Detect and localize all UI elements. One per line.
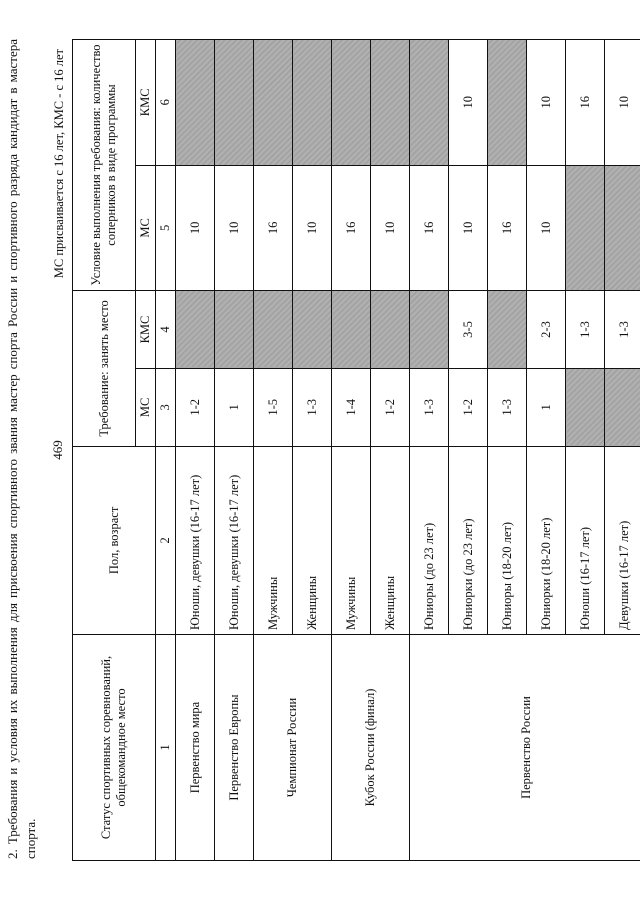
page-number: 469 bbox=[50, 440, 65, 460]
condition-ms: 16 bbox=[254, 165, 293, 291]
requirement-ms bbox=[566, 368, 605, 446]
requirement-kms: 3-5 bbox=[449, 291, 488, 369]
condition-ms: 10 bbox=[176, 165, 215, 291]
gender-age: Юниоры (18-20 лет) bbox=[488, 446, 527, 634]
header-req-kms: КМС bbox=[136, 291, 156, 369]
rotated-content bbox=[0, 37, 631, 867]
gender-age: Юноши, девушки (16-17 лет) bbox=[215, 446, 254, 634]
condition-kms bbox=[332, 40, 371, 166]
competition-status: Первенство России bbox=[410, 635, 640, 861]
gender-age: Женщины bbox=[371, 446, 410, 634]
requirement-kms bbox=[215, 291, 254, 369]
header-req-ms: МС bbox=[136, 368, 156, 446]
requirement-kms: 1-3 bbox=[566, 291, 605, 369]
gender-age: Мужчины bbox=[332, 446, 371, 634]
gender-age: Юниорки (18-20 лет) bbox=[527, 446, 566, 634]
requirement-kms bbox=[293, 291, 332, 369]
condition-kms bbox=[254, 40, 293, 166]
condition-kms bbox=[488, 40, 527, 166]
requirement-ms: 1 bbox=[215, 368, 254, 446]
requirement-ms: 1-3 bbox=[488, 368, 527, 446]
condition-kms: 10 bbox=[449, 40, 488, 166]
gender-age: Юниорки (до 23 лет) bbox=[449, 446, 488, 634]
gender-age: Юноши, девушки (16-17 лет) bbox=[176, 446, 215, 634]
section-caption: 2. Требования и условия их выполнения для присвоения спортивного звания мастер спорта России и спортивного разряда кандидат в мастера спорта. bbox=[5, 39, 38, 859]
condition-ms: 10 bbox=[215, 165, 254, 291]
condition-ms: 10 bbox=[527, 165, 566, 291]
requirement-kms bbox=[410, 291, 449, 369]
requirement-kms: 1-3 bbox=[605, 291, 640, 369]
age-rule-note: МС присваивается с 16 лет, КМС - с 16 лет bbox=[52, 49, 66, 279]
requirement-ms bbox=[605, 368, 640, 446]
column-number: 2 bbox=[156, 446, 176, 634]
competition-status: Первенство мира bbox=[176, 635, 215, 861]
requirement-ms: 1-3 bbox=[293, 368, 332, 446]
condition-ms: 10 bbox=[293, 165, 332, 291]
condition-ms: 10 bbox=[449, 165, 488, 291]
requirement-kms bbox=[488, 291, 527, 369]
column-number: 5 bbox=[156, 165, 176, 291]
requirement-kms bbox=[176, 291, 215, 369]
condition-kms bbox=[410, 40, 449, 166]
column-number: 6 bbox=[156, 40, 176, 166]
requirement-ms: 1 bbox=[527, 368, 566, 446]
condition-ms bbox=[605, 165, 640, 291]
condition-kms bbox=[176, 40, 215, 166]
competition-status: Чемпионат России bbox=[254, 635, 332, 861]
requirement-ms: 1-4 bbox=[332, 368, 371, 446]
requirements-table bbox=[72, 39, 640, 861]
column-number: 1 bbox=[156, 635, 176, 861]
competition-status: Кубок России (финал) bbox=[332, 635, 410, 861]
table-row bbox=[176, 40, 215, 861]
competition-status: Первенство Европы bbox=[215, 635, 254, 861]
table-row bbox=[215, 40, 254, 861]
condition-ms: 16 bbox=[332, 165, 371, 291]
table-row bbox=[410, 40, 449, 861]
condition-kms: 10 bbox=[605, 40, 640, 166]
condition-kms: 10 bbox=[527, 40, 566, 166]
column-number: 3 bbox=[156, 368, 176, 446]
header-status: Статус спортивных соревнований, общекомандное место bbox=[73, 635, 156, 861]
header-cond-ms: МС bbox=[136, 165, 156, 291]
condition-kms bbox=[215, 40, 254, 166]
condition-ms: 10 bbox=[371, 165, 410, 291]
gender-age: Юноши (16-17 лет) bbox=[566, 446, 605, 634]
requirement-ms: 1-2 bbox=[371, 368, 410, 446]
condition-kms bbox=[293, 40, 332, 166]
condition-ms: 16 bbox=[410, 165, 449, 291]
condition-ms: 16 bbox=[488, 165, 527, 291]
gender-age: Юниоры (до 23 лет) bbox=[410, 446, 449, 634]
header-requirement: Требование: занять место bbox=[73, 291, 136, 447]
header-gender-age: Пол, возраст bbox=[73, 446, 156, 634]
requirement-kms bbox=[332, 291, 371, 369]
header-cond-kms: КМС bbox=[136, 40, 156, 166]
requirement-ms: 1-2 bbox=[449, 368, 488, 446]
requirement-kms bbox=[371, 291, 410, 369]
condition-kms: 16 bbox=[566, 40, 605, 166]
gender-age: Женщины bbox=[293, 446, 332, 634]
table-row bbox=[254, 40, 293, 861]
condition-ms bbox=[566, 165, 605, 291]
requirement-ms: 1-5 bbox=[254, 368, 293, 446]
requirement-ms: 1-2 bbox=[176, 368, 215, 446]
header-condition: Условие выполнения требования: количество соперников в виде программы bbox=[73, 40, 136, 291]
requirement-kms: 2-3 bbox=[527, 291, 566, 369]
requirement-ms: 1-3 bbox=[410, 368, 449, 446]
requirement-kms bbox=[254, 291, 293, 369]
column-number: 4 bbox=[156, 291, 176, 369]
condition-kms bbox=[371, 40, 410, 166]
gender-age: Мужчины bbox=[254, 446, 293, 634]
gender-age: Девушки (16-17 лет) bbox=[605, 446, 640, 634]
table-row bbox=[332, 40, 371, 861]
